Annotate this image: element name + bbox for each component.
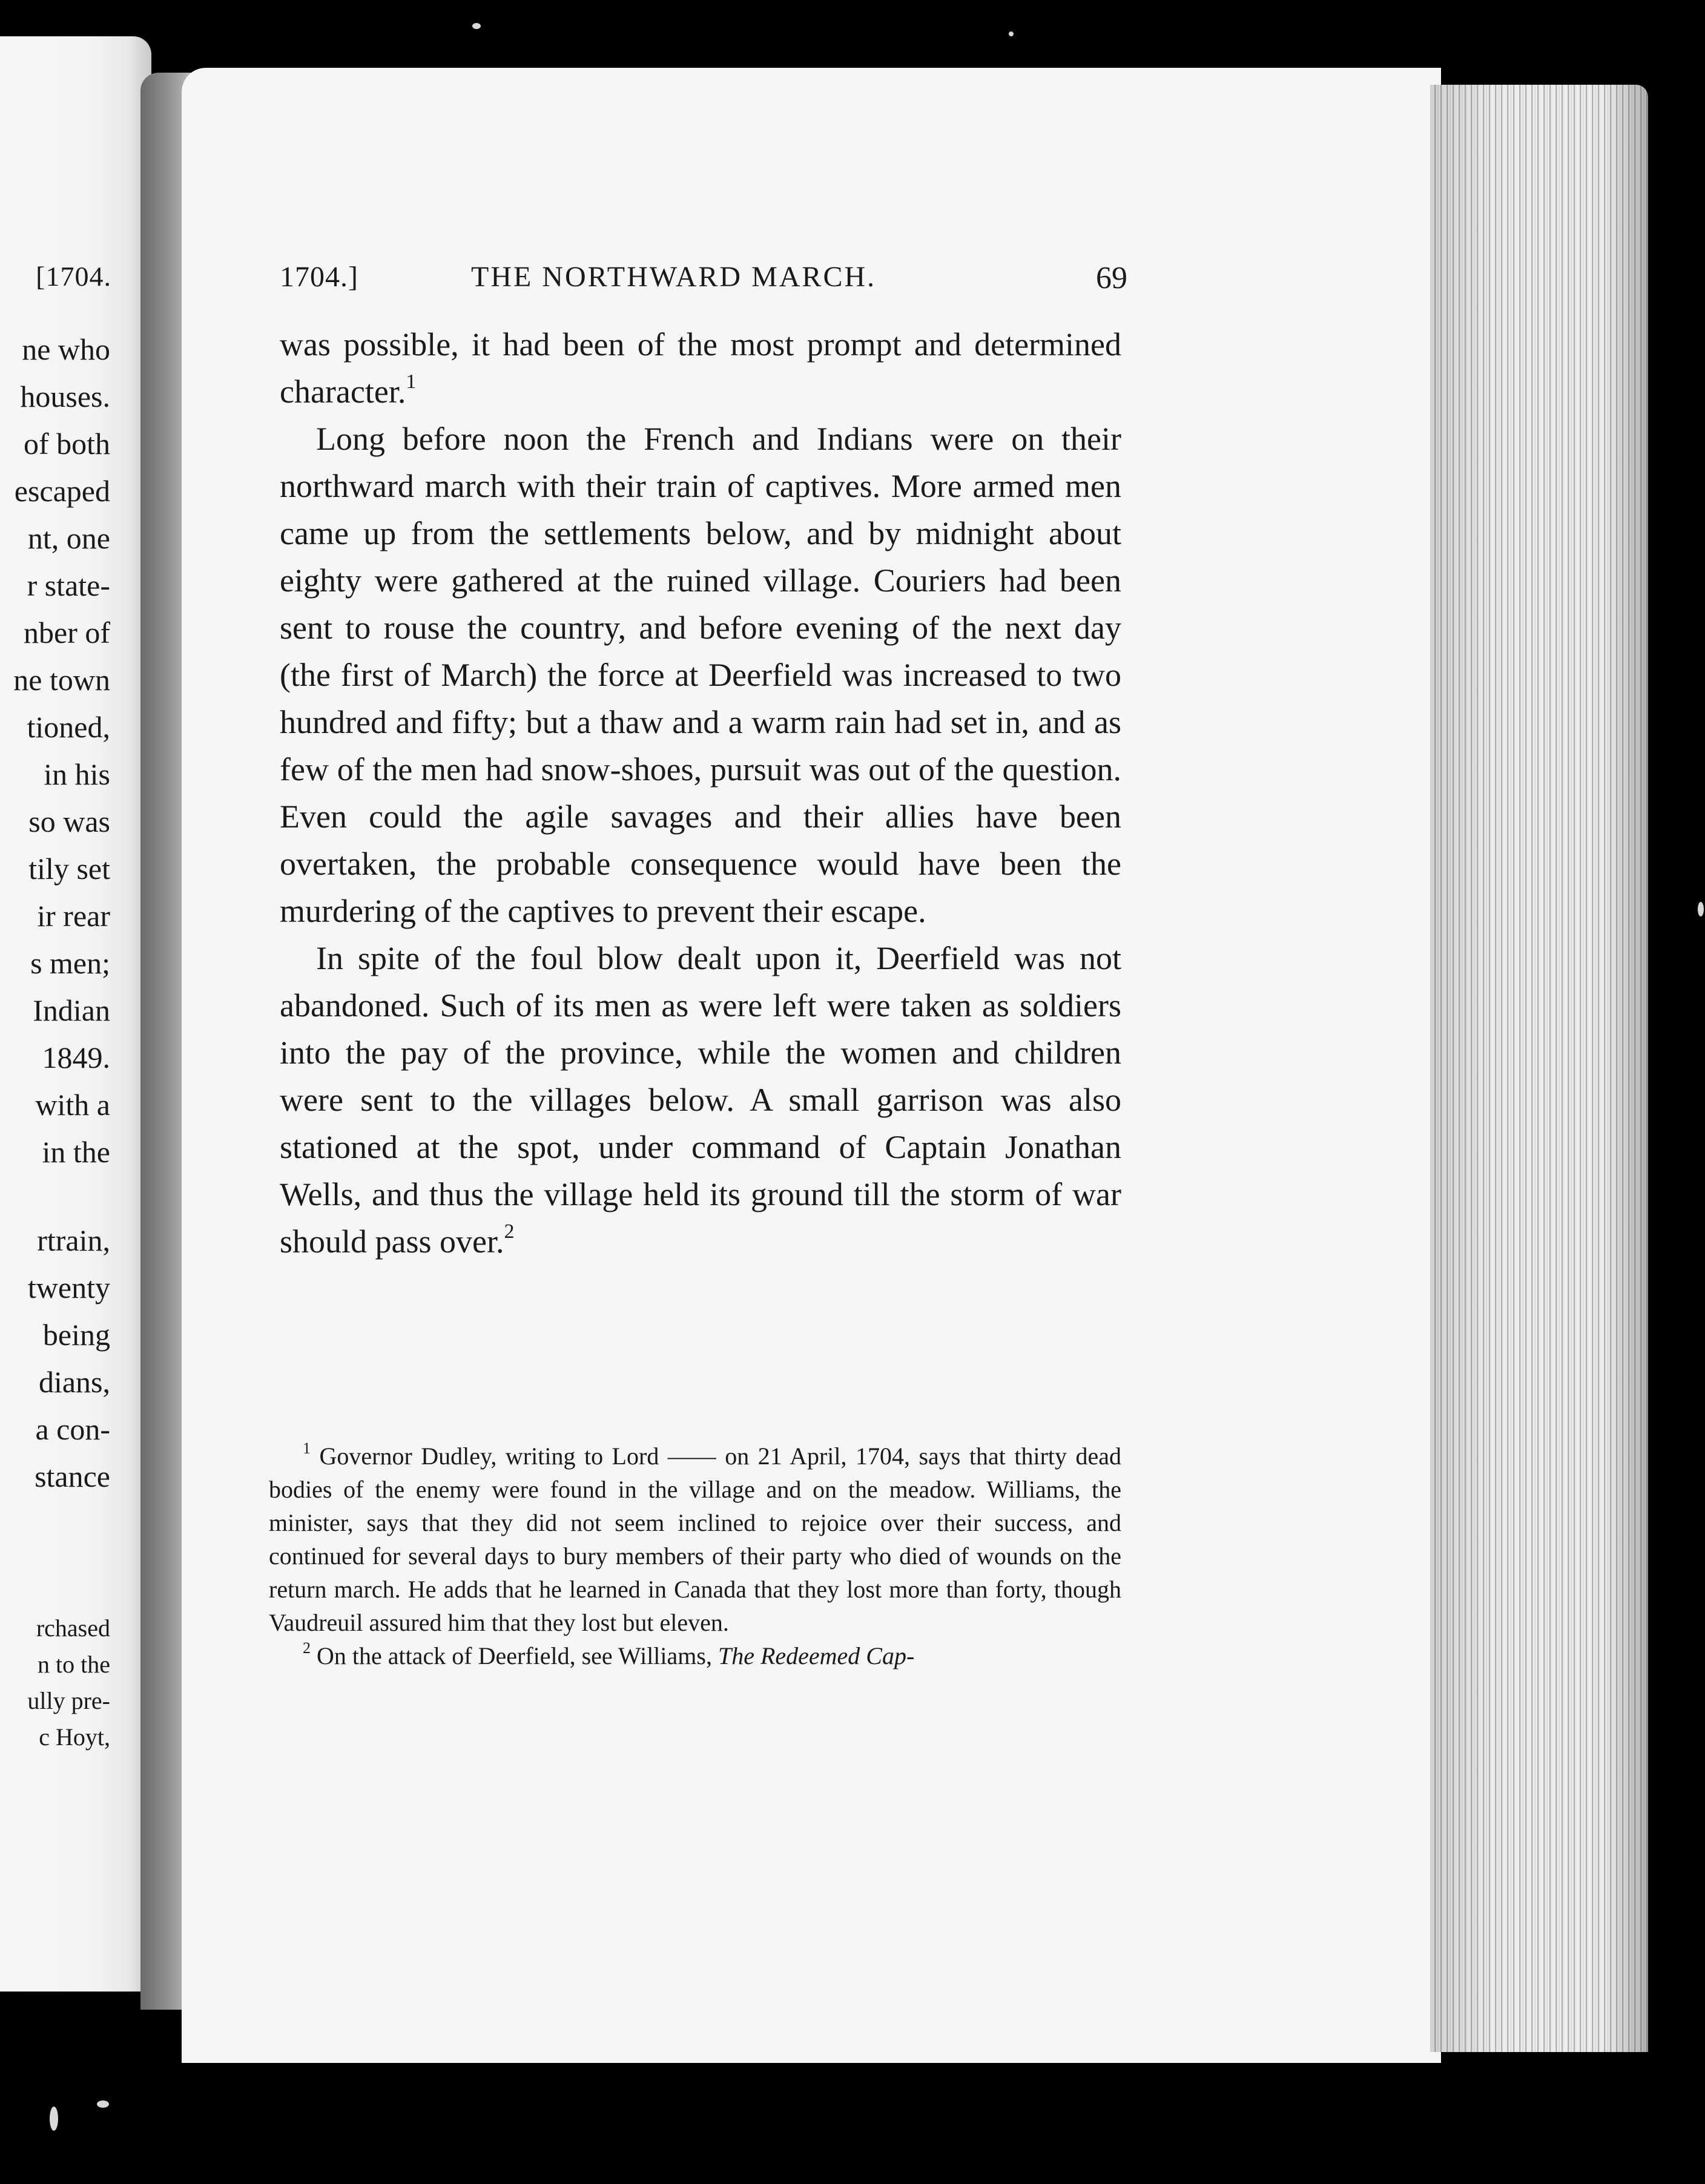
paragraph-text: was possible, it had been of the most prompt and determined character. <box>280 326 1121 410</box>
previous-page-line: twenty <box>27 1271 110 1304</box>
previous-page-line: 1849. <box>42 1041 110 1074</box>
previous-page-line: nber of <box>24 616 110 650</box>
footnote-1 <box>269 1439 1121 1639</box>
paragraph <box>280 415 1121 935</box>
previous-page-text <box>13 326 110 1500</box>
previous-page-line: rtrain, <box>37 1223 110 1257</box>
previous-page-line: with a <box>35 1088 110 1122</box>
previous-page-line: so was <box>28 804 110 838</box>
footnotes <box>269 1439 1121 1673</box>
previous-page-header: [1704. <box>36 261 111 292</box>
previous-page-line: ir rear <box>37 899 110 933</box>
previous-page-note-line: c Hoyt, <box>39 1723 110 1751</box>
previous-page-note-line: n to the <box>38 1651 110 1678</box>
previous-page-note-line: ully pre- <box>27 1687 110 1714</box>
scan-speck <box>97 2100 109 2108</box>
body-text <box>280 321 1121 1265</box>
previous-page-line: escaped <box>14 474 110 508</box>
previous-page-line: in his <box>44 757 110 791</box>
previous-page-line: s men; <box>30 946 110 980</box>
previous-page-line: tily set <box>28 852 110 886</box>
page-number: 69 <box>1096 261 1127 295</box>
line-gap <box>13 1176 110 1217</box>
previous-page-line: dians, <box>38 1365 110 1399</box>
footnote-ref: 1 <box>406 370 417 393</box>
paragraph-text: In spite of the foul blow dealt upon it, Deerfield was not abandoned. Such of its men as were left were taken as soldiers into the pay of the province, while the women and children were sent to the villages below. A small garrison was also stationed at the spot, under command of Captain Jonathan Wells, and thus the village held its ground till the storm of war should pass over. <box>280 940 1121 1260</box>
previous-page-line: ne who <box>22 332 110 366</box>
previous-page-line: r state- <box>27 568 110 602</box>
previous-page-line: a con- <box>35 1412 110 1446</box>
previous-page-line: tioned, <box>27 710 110 744</box>
footnote-2 <box>269 1639 1121 1673</box>
paragraph <box>280 935 1121 1265</box>
footnote-marker: 1 <box>303 1439 311 1457</box>
footnote-text: On the attack of Deerfield, see Williams, <box>317 1642 718 1669</box>
scan-speck <box>50 2107 58 2131</box>
paragraph-text: Long before noon the French and Indians were on their northward march with their train of captives. More armed men came up from the settlements below, and by midnight about eighty were gathered at the ruined village. Couriers had been sent to rouse the country, and before evening of the next day (the first of March) the force at Deerfield was increased to two hundred and fifty; but a thaw and a warm rain had set in, and as few of the men had snow-shoes, pursuit was out of the question. Even could the agile savages and their allies have been overtaken, the probable consequence would have been the murdering of the captives to prevent their escape. <box>280 421 1121 929</box>
previous-page-note-line: rchased <box>36 1614 110 1642</box>
previous-page-line: Indian <box>33 993 110 1027</box>
running-head-year: 1704.] <box>280 261 358 293</box>
previous-page-line: stance <box>35 1459 110 1493</box>
previous-page-line: in the <box>42 1135 110 1169</box>
fore-edge-shadow <box>1430 85 1648 2052</box>
previous-page-line: being <box>42 1318 110 1352</box>
paragraph <box>280 321 1121 415</box>
scan-speck <box>472 23 481 29</box>
previous-page-line: of both <box>23 427 110 461</box>
previous-page-footnotes <box>27 1610 110 1755</box>
running-head <box>280 260 1127 303</box>
footnote-text: Governor Dudley, writing to Lord —— on 21 April, 1704, says that thirty dead bodies of the enemy were found in the village and on the meadow. Williams, the minister, says that they did not seem inclined to rejoice over their success, and continued for several days to bury members of their party who died of wounds on the return march. He adds that he learned in Canada that they lost more than forty, though Vaudreuil assured him that they lost but eleven. <box>269 1442 1121 1636</box>
previous-page <box>0 36 151 1992</box>
previous-page-line: ne town <box>13 663 110 697</box>
footnote-book-title: The Redeemed Cap- <box>717 1642 915 1669</box>
chapter-title: THE NORTHWARD MARCH. <box>471 261 877 293</box>
previous-page-line: houses. <box>20 380 110 413</box>
footnote-marker: 2 <box>303 1639 311 1657</box>
footnote-ref: 2 <box>504 1220 515 1243</box>
scan-speck <box>1009 31 1014 36</box>
scan-speck <box>1698 902 1704 916</box>
previous-page-line: nt, one <box>27 521 110 555</box>
